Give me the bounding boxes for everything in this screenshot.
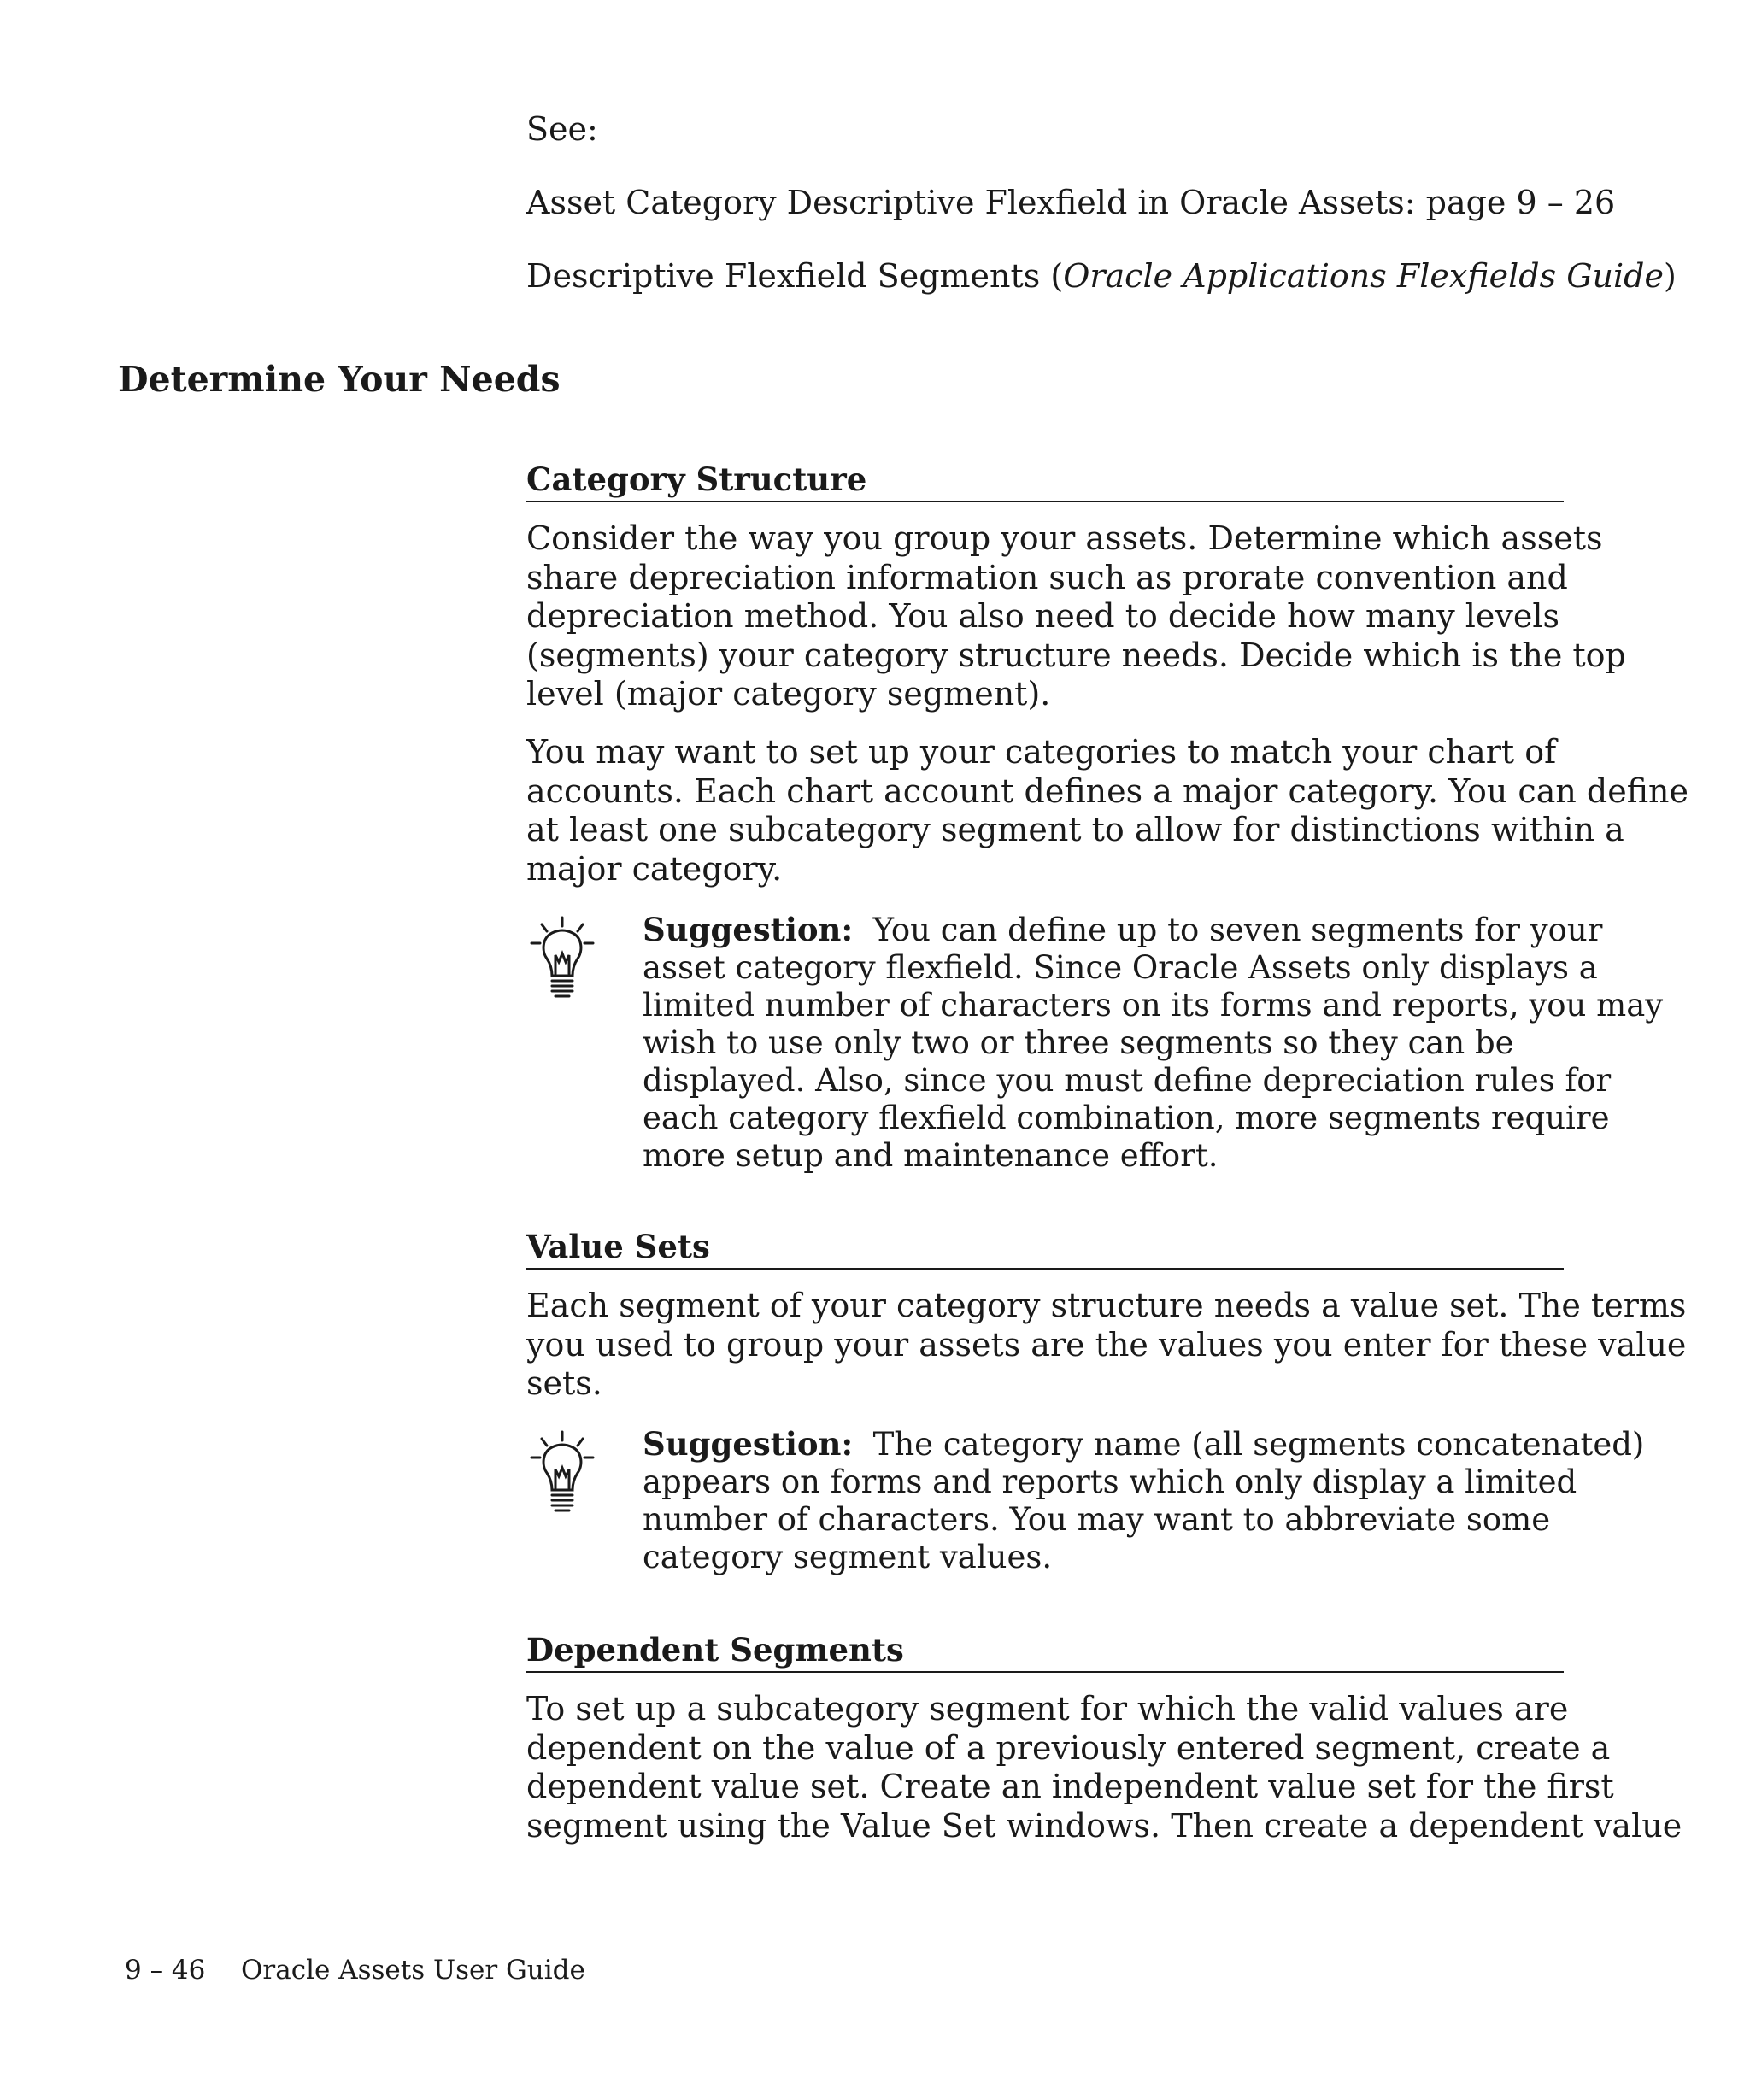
suggestion-first-line — [643, 1425, 1645, 1464]
footer-book-title: Oracle Assets User Guide — [241, 1955, 585, 1986]
see-label: See: — [526, 110, 598, 148]
see-reference-asset-category[interactable]: Asset Category Descriptive Flexfield in Oracle Assets: page 9 – 26 — [526, 184, 1616, 221]
text-line: more setup and maintenance effort. — [643, 1137, 1219, 1174]
see-reference-guide-title: Oracle Applications Flexfields Guide — [1063, 257, 1664, 295]
text-line: wish to use only two or three segments so they can be — [643, 1024, 1514, 1061]
text-line: segment using the Value Set windows. Then create a dependent value — [526, 1806, 1682, 1845]
see-reference-suffix: ) — [1663, 257, 1677, 295]
footer-page-number: 9 – 46 — [125, 1955, 206, 1986]
lightbulb-icon — [530, 1430, 595, 1526]
text-line: major category. — [526, 849, 783, 888]
category-structure-suggestion — [643, 911, 1664, 1175]
text-line: each category flexfield combination, more segments require — [643, 1100, 1610, 1136]
text-line: limited number of characters on its forms and reports, you may — [643, 987, 1664, 1024]
see-reference-flexfield-segments[interactable] — [526, 256, 1677, 296]
value-sets-suggestion — [643, 1425, 1645, 1576]
suggestion-first-line — [643, 911, 1603, 949]
lightbulb-icon — [530, 916, 595, 1012]
category-structure-paragraph-2 — [526, 733, 1689, 889]
text-line: appears on forms and reports which only display a limited — [643, 1464, 1577, 1500]
text-line: dependent on the value of a previously entered segment, create a — [526, 1728, 1611, 1767]
section-title: Determine Your Needs — [118, 359, 561, 400]
text-line: You can define up to seven segments for your — [853, 912, 1603, 948]
text-line: To set up a subcategory segment for which the valid values are — [526, 1690, 1569, 1728]
text-line: displayed. Also, since you must define depreciation rules for — [643, 1062, 1612, 1099]
text-line: you used to group your assets are the values you enter for these value — [526, 1325, 1687, 1364]
text-line: You may want to set up your categories to match your chart of — [526, 733, 1557, 771]
value-sets-paragraph-1 — [526, 1287, 1687, 1404]
text-line: asset category flexfield. Since Oracle Assets only displays a — [643, 949, 1598, 986]
text-line: level (major category segment). — [526, 675, 1051, 713]
see-reference-prefix: Descriptive Flexfield Segments ( — [526, 257, 1064, 295]
category-structure-paragraph-1 — [526, 519, 1626, 714]
text-line: (segments) your category structure needs. Decide which is the top — [526, 636, 1626, 674]
text-line: depreciation method. You also need to decide how many levels — [526, 597, 1559, 635]
dependent-segments-paragraph-1 — [526, 1690, 1682, 1845]
suggestion-label: Suggestion: — [643, 1425, 854, 1463]
text-line: accounts. Each chart account defines a major category. You can define — [526, 771, 1689, 810]
text-line: The category name (all segments concatenated) — [853, 1426, 1645, 1463]
value-sets-heading: Value Sets — [526, 1227, 1564, 1270]
text-line: at least one subcategory segment to allow for distinctions within a — [526, 811, 1624, 848]
text-line: Each segment of your category structure needs a value set. The terms — [526, 1287, 1687, 1324]
suggestion-label: Suggestion: — [643, 911, 854, 948]
text-line: number of characters. You may want to abbreviate some — [643, 1501, 1551, 1538]
text-line: share depreciation information such as prorate convention and — [526, 558, 1568, 596]
text-line: dependent value set. Create an independent value set for the first — [526, 1768, 1614, 1805]
dependent-segments-heading: Dependent Segments — [526, 1630, 1564, 1673]
text-line: sets. — [526, 1364, 602, 1402]
text-line: Consider the way you group your assets. Determine which assets — [526, 519, 1603, 557]
category-structure-heading: Category Structure — [526, 460, 1564, 502]
text-line: category segment values. — [643, 1539, 1053, 1575]
